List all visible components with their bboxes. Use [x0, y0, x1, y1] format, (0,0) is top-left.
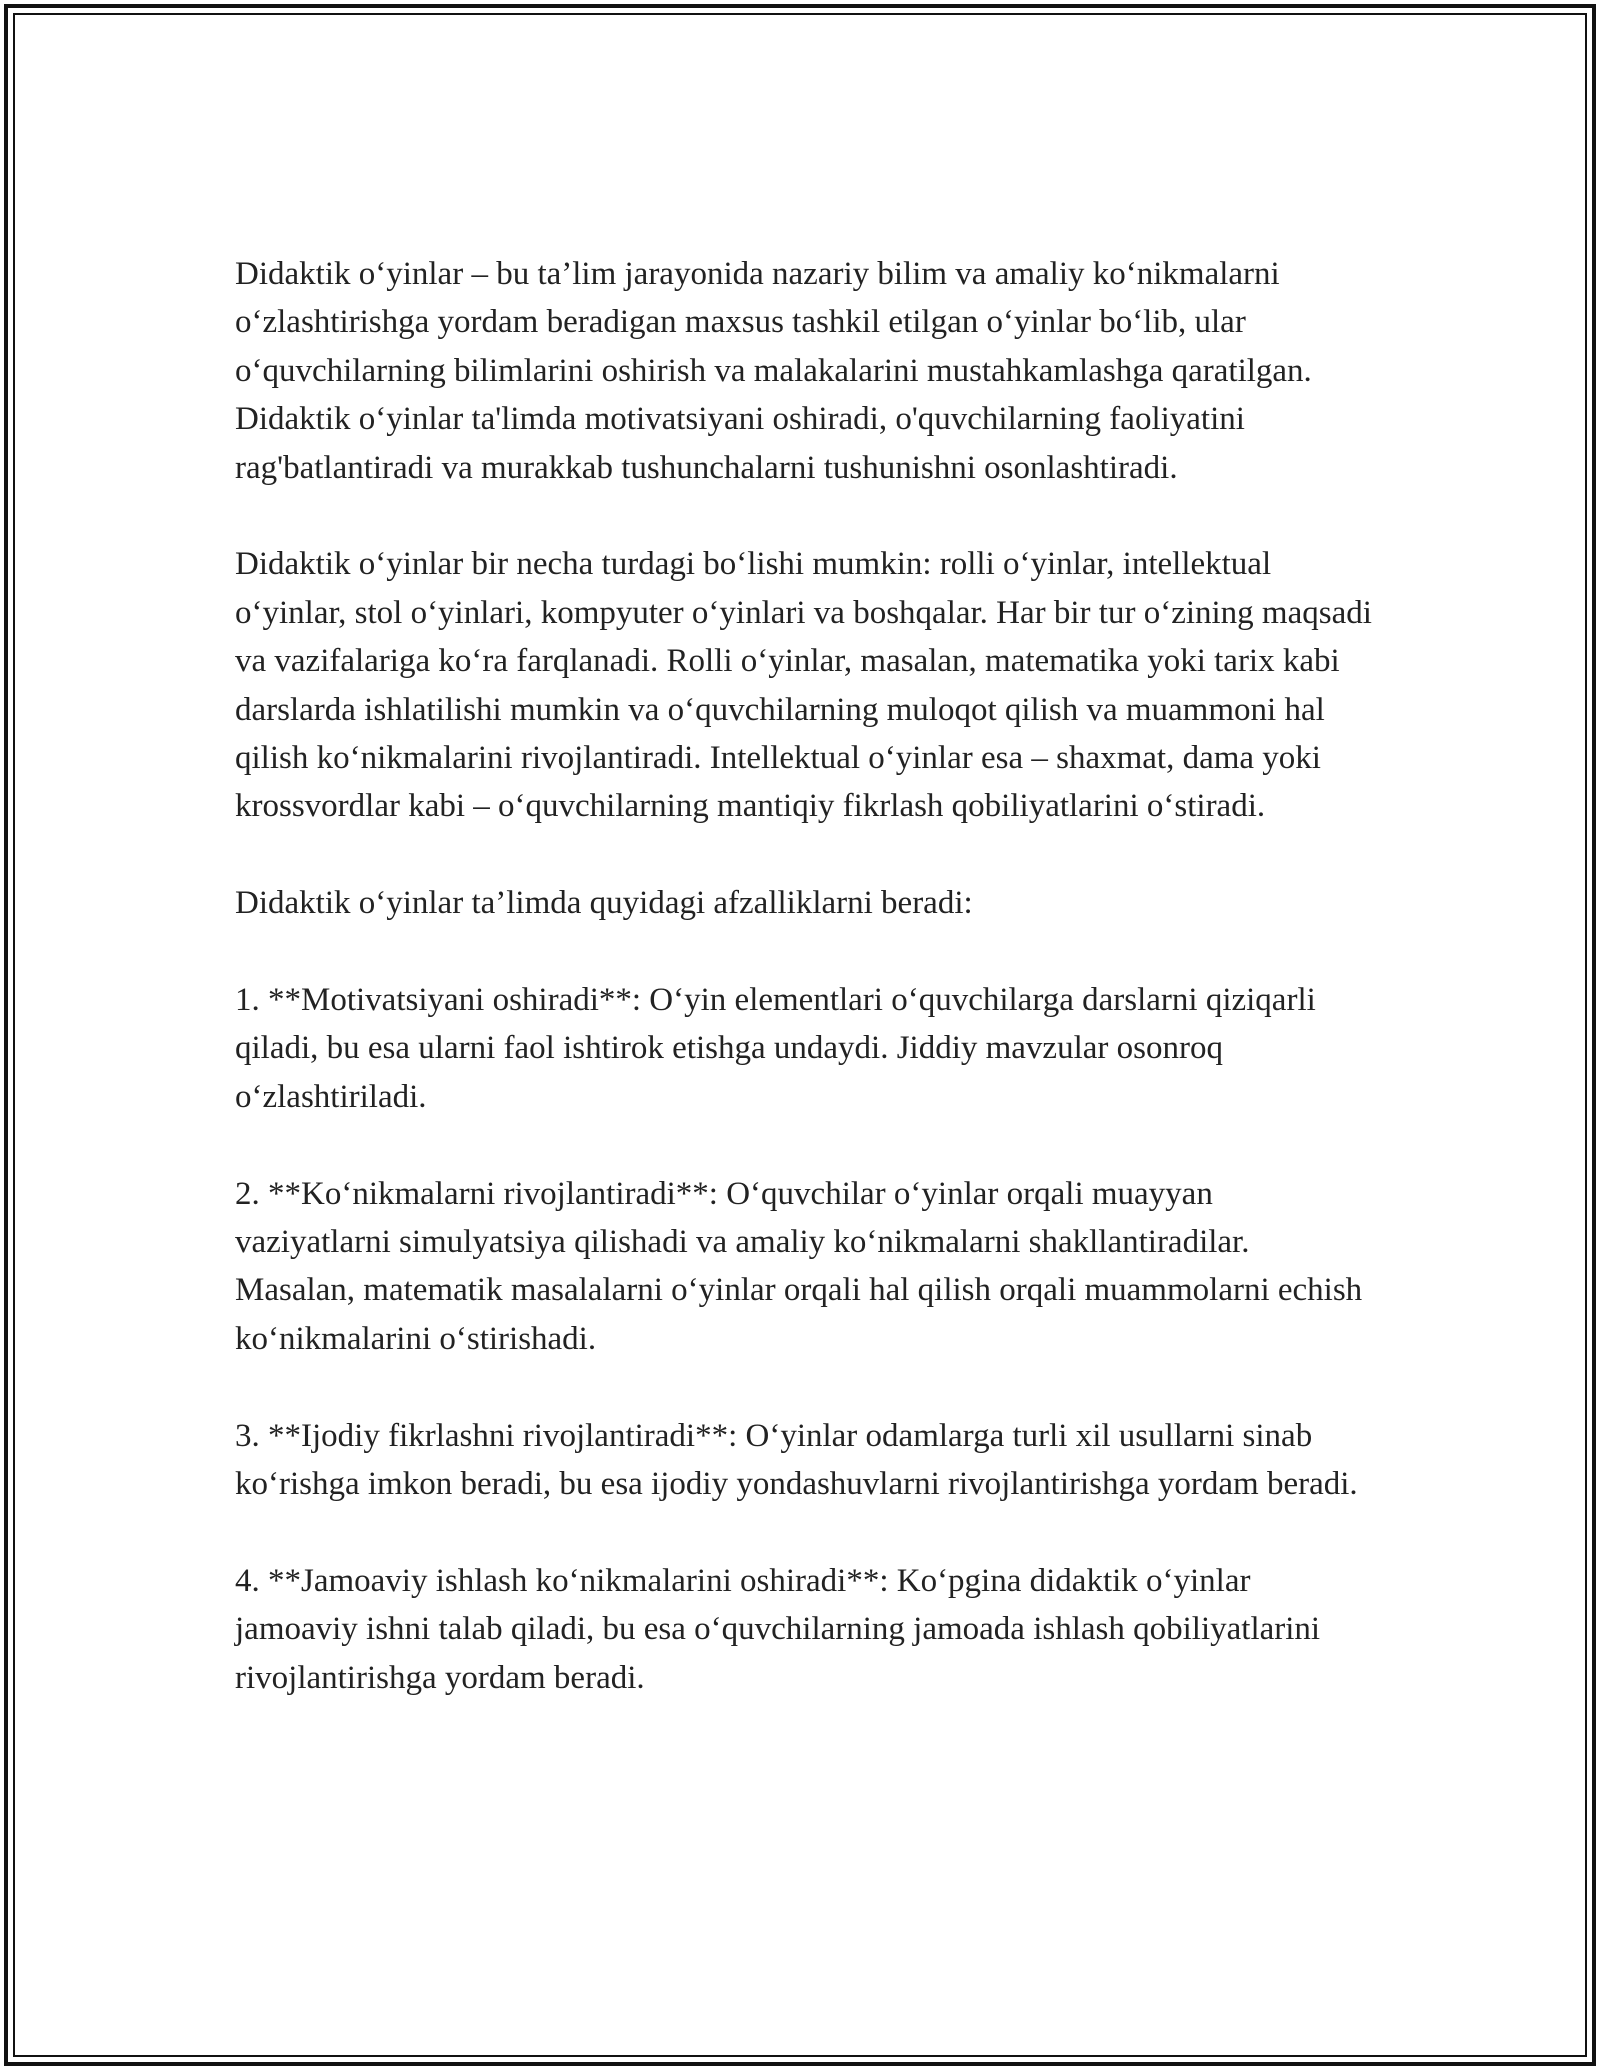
paragraph-types: Didaktik o‘yinlar bir necha turdagi bo‘lishi mumkin: rolli o‘yinlar, intellektual o‘yinlar, stol o‘yinlari, kompyuter o‘yinlari va boshqalar. Har bir tur o‘zining maqsadi va vazifalariga ko‘ra farqlanadi. Rolli o‘yinlar, masalan, matematika yoki tarix kabi darslarda ishlatilishi mumkin va o‘quvchilarning muloqot qilish va muammoni hal qilish ko‘nikmalarini rivojlantiradi. Intellektual o‘yinlar esa – shaxmat, dama yoki krossvordlar kabi – o‘quvchilarning mantiqiy fikrlash qobiliyatlarini o‘stiradi. — [235, 546, 1372, 825]
list-item-motivation: 1. **Motivatsiyani oshiradi**: O‘yin elementlari o‘quvchilarga darslarni qiziqarli qiladi, bu esa ularni faol ishtirok etishga undaydi. Jiddiy mavzular osonroq o‘zlashtiriladi. — [235, 982, 1316, 1115]
list-item-skills: 2. **Ko‘nikmalarni rivojlantiradi**: O‘quvchilar o‘yinlar orqali muayyan vaziyatlarni simulyatsiya qilishadi va amaliy ko‘nikmalarni shakllantiradilar. Masalan, matematik masalalarni o‘yinlar orqali hal qilish orqali muammolarni echish ko‘nikmalarini o‘stirishadi. — [235, 1175, 1363, 1357]
paragraph-advantages-intro: Didaktik o‘yinlar ta’limda quyidagi afzalliklarni beradi: — [235, 885, 973, 922]
list-item-creative-thinking: 3. **Ijodiy fikrlashni rivojlantiradi**: O‘yinlar odamlarga turli xil usullarni sinab ko‘rishga imkon beradi, bu esa ijodiy yondashuvlarni rivojlantirishga yordam beradi. — [235, 1417, 1358, 1503]
list-item-teamwork: 4. **Jamoaviy ishlash ko‘nikmalarini oshiradi**: Ko‘pgina didaktik o‘yinlar jamoaviy ishni talab qiladi, bu esa o‘quvchilarning jamoada ishlash qobiliyatlarini rivojlantirishga yordam beradi. — [235, 1562, 1321, 1696]
paragraph-definition: Didaktik o‘yinlar – bu ta’lim jarayonida nazariy bilim va amaliy ko‘nikmalarni o‘zlashtirishga yordam beradigan maxsus tashkil etilgan o‘yinlar bo‘lib, ular o‘quvchilarning bilimlarini oshirish va malakalarini mustahkamlashga qaratilgan. Didaktik o‘yinlar ta'limda motivatsiyani oshiradi, o'quvchilarning faoliyatini rag'batlantiradi va murakkab tushunchalarni tushunishni osonlashtiradi. — [235, 256, 1312, 486]
document-body — [235, 250, 1375, 1750]
